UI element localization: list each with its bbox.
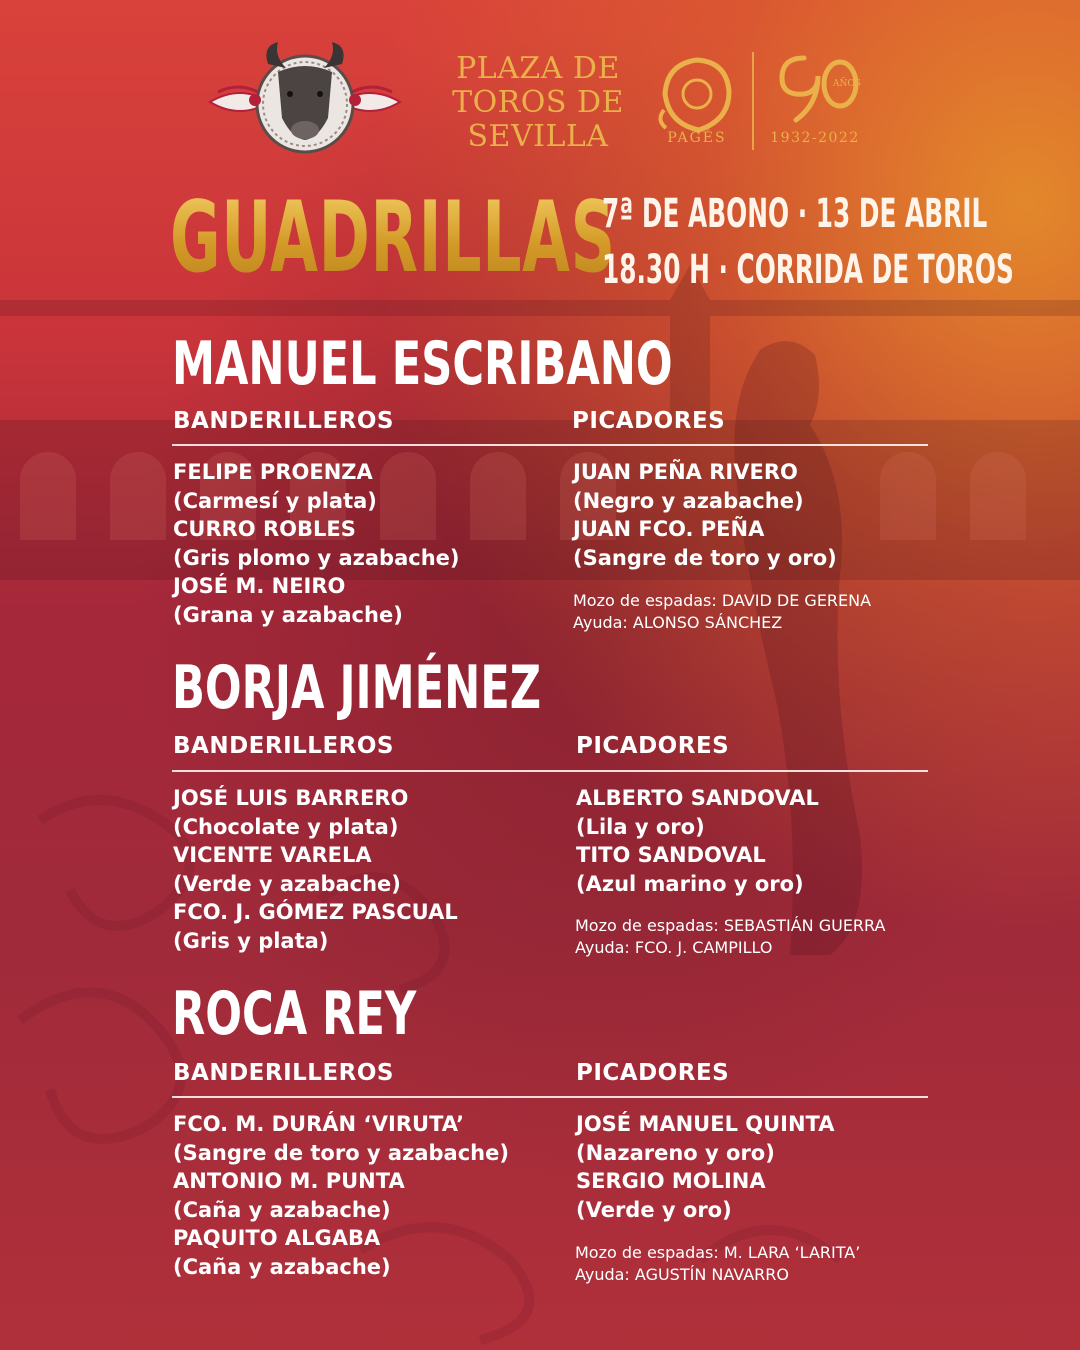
- picadores-list: [576, 1110, 835, 1224]
- svg-text:AÑOS: AÑOS: [833, 79, 861, 89]
- picador-colors: (Sangre de toro y oro): [573, 545, 837, 570]
- picador-name: ALBERTO SANDOVAL: [576, 786, 819, 810]
- banderillero-name: ANTONIO M. PUNTA: [173, 1169, 405, 1193]
- ayuda: Ayuda: FCO. J. CAMPILLO: [575, 938, 773, 957]
- picadores-heading: PICADORES: [576, 1060, 730, 1086]
- banderillero-name: PAQUITO ALGABA: [173, 1226, 381, 1250]
- picador-colors: (Nazareno y oro): [576, 1140, 775, 1165]
- banderillero-colors: (Caña y azabache): [173, 1197, 391, 1222]
- matador-name: BORJA JIMÉNEZ: [172, 653, 542, 723]
- picador-colors: (Verde y oro): [576, 1197, 732, 1222]
- picadores-heading: PICADORES: [576, 733, 730, 759]
- anniversary-90-logo: [770, 48, 870, 128]
- venue-line-1: PLAZA DE: [456, 51, 620, 86]
- banderillero-colors: (Chocolate y plata): [173, 814, 399, 839]
- venue-line-2: TOROS DE: [452, 85, 624, 120]
- section-rule: [172, 770, 928, 772]
- matador-name: ROCA REY: [172, 979, 417, 1049]
- picador-name: TITO SANDOVAL: [576, 843, 766, 867]
- picadores-list: [573, 458, 837, 572]
- banderillero-name: FCO. J. GÓMEZ PASCUAL: [173, 900, 458, 924]
- banderillero-colors: (Verde y azabache): [173, 871, 401, 896]
- ayuda: Ayuda: ALONSO SÁNCHEZ: [573, 613, 783, 632]
- event-time-line: 18.30 H · CORRIDA DE TOROS: [602, 247, 1014, 293]
- mozo-de-espadas: Mozo de espadas: DAVID DE GERENA: [573, 591, 872, 610]
- banderilleros-list: [173, 458, 459, 629]
- banderillero-name: CURRO ROBLES: [173, 517, 356, 541]
- banderillero-name: JOSÉ LUIS BARRERO: [173, 786, 409, 810]
- banderillero-name: JOSÉ M. NEIRO: [173, 574, 346, 598]
- banderillero-colors: (Gris plomo y azabache): [173, 545, 460, 570]
- picador-name: JOSÉ MANUEL QUINTA: [576, 1112, 835, 1136]
- anniversary-years: 1932-2022: [770, 130, 860, 146]
- picador-colors: (Lila y oro): [576, 814, 705, 839]
- banderillero-colors: (Sangre de toro y azabache): [173, 1140, 509, 1165]
- banderillero-name: VICENTE VARELA: [173, 843, 372, 867]
- banderillero-colors: (Grana y azabache): [173, 602, 403, 627]
- picadores-heading: PICADORES: [572, 408, 726, 434]
- banderilleros-heading: BANDERILLEROS: [173, 733, 395, 759]
- header-divider: [752, 52, 754, 150]
- sponsor-name: PAGÉS: [667, 130, 727, 146]
- section-rule: [172, 444, 928, 446]
- banderillero-colors: (Gris y plata): [173, 928, 329, 953]
- mozo-de-espadas: Mozo de espadas: SEBASTIÁN GUERRA: [575, 916, 886, 935]
- banderilleros-list: [173, 784, 458, 955]
- picador-name: SERGIO MOLINA: [576, 1169, 766, 1193]
- venue-title: [438, 52, 638, 154]
- matador-name: MANUEL ESCRIBANO: [172, 329, 673, 399]
- ayuda: Ayuda: AGUSTÍN NAVARRO: [575, 1265, 789, 1284]
- picador-colors: (Negro y azabache): [573, 488, 804, 513]
- picador-colors: (Azul marino y oro): [576, 871, 804, 896]
- banderilleros-heading: BANDERILLEROS: [173, 408, 395, 434]
- event-date-line: 7ª DE ABONO · 13 DE ABRIL: [602, 191, 988, 237]
- banderillero-colors: (Carmesí y plata): [173, 488, 377, 513]
- section-rule: [172, 1096, 928, 1098]
- mozo-de-espadas: Mozo de espadas: M. LARA ‘LARITA’: [575, 1243, 861, 1262]
- banderillero-colors: (Caña y azabache): [173, 1254, 391, 1279]
- banderilleros-list: [173, 1110, 509, 1281]
- bull-head-emblem: [200, 42, 410, 162]
- banderillero-name: FCO. M. DURÁN ‘VIRUTA’: [173, 1112, 465, 1136]
- venue-line-3: SEVILLA: [467, 119, 609, 154]
- picador-name: JUAN FCO. PEÑA: [573, 517, 765, 541]
- picadores-list: [576, 784, 819, 898]
- banderillero-name: FELIPE PROENZA: [173, 460, 373, 484]
- main-title: GUADRILLAS: [170, 178, 616, 298]
- picador-name: JUAN PEÑA RIVERO: [573, 460, 798, 484]
- banderilleros-heading: BANDERILLEROS: [173, 1060, 395, 1086]
